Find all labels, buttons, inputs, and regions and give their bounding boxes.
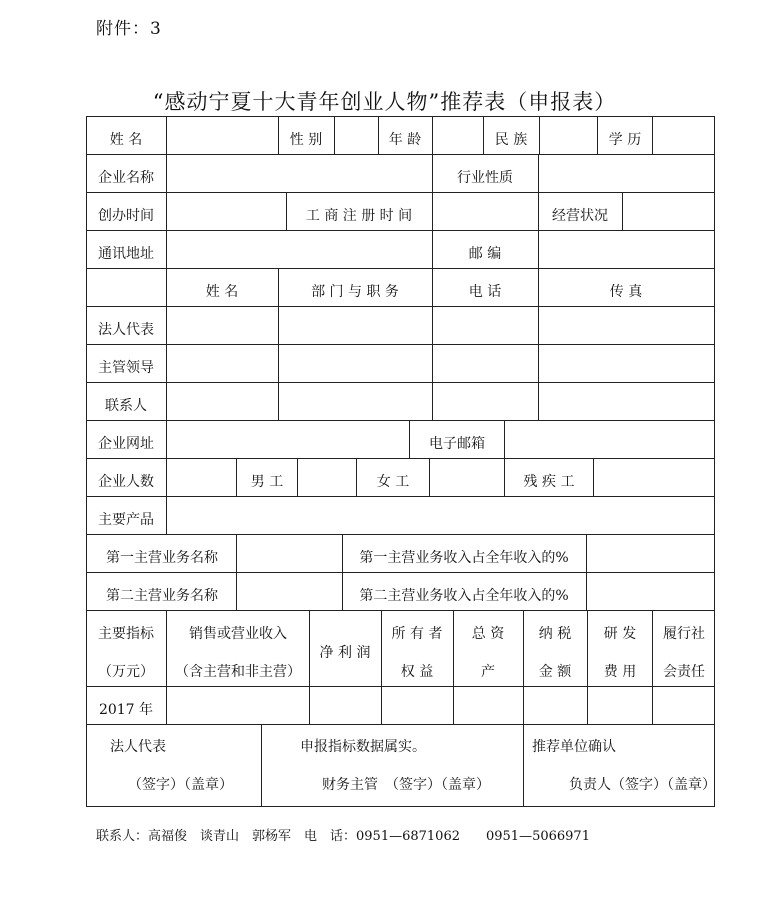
net-profit-2017-field[interactable] (310, 687, 381, 724)
label-key-indicators: 主要指标 (98, 626, 154, 642)
label-total-assets-bottom: 产 (481, 664, 495, 680)
label-operating-status: 经营状况 (552, 208, 608, 224)
label-unit-10k-yuan: （万元） (98, 664, 154, 680)
primary-business-2-field[interactable] (237, 573, 342, 610)
label-sign-legal-rep: 法人代表 (110, 739, 166, 755)
label-primary-business-2-share: 第二主营业务收入占全年收入的% (359, 588, 569, 604)
label-registration-date: 工 商 注 册 时 间 (305, 208, 413, 224)
label-disabled-workers: 残 疾 工 (523, 474, 575, 490)
footer-contacts (96, 825, 590, 844)
rd-2017-field[interactable] (588, 687, 652, 724)
label-year-2017: 2017 年 (98, 702, 154, 718)
owner-equity-2017-field[interactable] (382, 687, 453, 724)
label-rd-top: 研 发 (603, 626, 637, 642)
founded-date-field[interactable] (167, 193, 286, 230)
sales-revenue-2017-field[interactable] (167, 687, 309, 724)
label-founded-date: 创办时间 (98, 208, 154, 224)
primary-business-1-share-field[interactable] (587, 535, 714, 572)
tax-2017-field[interactable] (524, 687, 587, 724)
label-finance-manager-sign: 财务主管 （签字）（盖章） (322, 777, 490, 793)
label-ethnicity: 民 族 (494, 132, 528, 148)
label-industry: 行业性质 (457, 170, 513, 186)
main-products-field[interactable] (167, 497, 714, 534)
label-supervisor: 主管领导 (98, 360, 154, 376)
label-legal-representative: 法人代表 (98, 322, 154, 338)
label-male-workers: 男 工 (250, 474, 284, 490)
label-employee-count: 企业人数 (98, 474, 154, 490)
label-contact-person: 联系人 (105, 398, 147, 414)
label-female-workers: 女 工 (376, 474, 410, 490)
label-gender: 性 别 (289, 132, 323, 148)
name-field[interactable] (167, 117, 278, 154)
label-age: 年 龄 (388, 132, 422, 148)
label-owner-equity-bottom: 权 益 (400, 664, 434, 680)
employee-count-field[interactable] (167, 459, 236, 496)
label-social-responsibility-bottom: 会责任 (663, 664, 705, 680)
label-social-responsibility-top: 履行社 (663, 626, 705, 642)
header-phone: 电 话 (468, 284, 502, 300)
header-fax: 传 真 (609, 284, 643, 300)
header-dept-position: 部 门 与 职 务 (311, 284, 399, 300)
label-address: 通讯地址 (98, 246, 154, 262)
label-tax-bottom: 金 额 (538, 664, 572, 680)
label-sales-revenue: 销售或营业收入 (189, 626, 287, 642)
primary-business-1-field[interactable] (237, 535, 342, 572)
label-owner-equity-top: 所 有 者 (391, 626, 443, 642)
label-main-products: 主要产品 (98, 512, 154, 528)
address-field[interactable] (167, 231, 432, 268)
label-total-assets-top: 总 资 (471, 626, 505, 642)
label-email: 电子邮箱 (429, 436, 485, 452)
email-field[interactable] (505, 421, 714, 458)
contact-info: 联系人：高福俊 谈青山 郭杨军 电 话：0951—6871062 0951—5066971 (96, 829, 590, 844)
attachment-label: 附件：3 (96, 19, 162, 39)
education-field[interactable] (653, 117, 714, 154)
legal-rep-name-field[interactable] (167, 307, 278, 344)
registration-date-field[interactable] (433, 193, 538, 230)
label-company-name: 企业名称 (98, 170, 154, 186)
label-sales-revenue-note: （含主营和非主营） (175, 664, 301, 680)
company-name-field[interactable] (167, 155, 432, 192)
female-workers-field[interactable] (430, 459, 504, 496)
website-field[interactable] (167, 421, 409, 458)
primary-business-2-share-field[interactable] (587, 573, 714, 610)
industry-field[interactable] (539, 155, 714, 192)
label-responsible-person-sign: 负责人（签字）（盖章） (569, 777, 716, 793)
label-website: 企业网址 (98, 436, 154, 452)
social-responsibility-2017-field[interactable] (653, 687, 714, 724)
form-title: “感动宁夏十大青年创业人物”推荐表（申报表） (152, 90, 617, 114)
label-postcode: 邮 编 (468, 246, 502, 262)
label-net-profit: 净 利 润 (319, 645, 371, 661)
label-recommending-unit: 推荐单位确认 (532, 739, 616, 755)
postcode-field[interactable] (539, 231, 714, 268)
gender-field[interactable] (335, 117, 378, 154)
label-name: 姓 名 (109, 132, 143, 148)
label-primary-business-2: 第二主营业务名称 (106, 588, 218, 604)
label-data-declaration: 申报指标数据属实。 (300, 739, 426, 755)
ethnicity-field[interactable] (540, 117, 597, 154)
label-rd-bottom: 费 用 (603, 664, 637, 680)
label-primary-business-1-share: 第一主营业务收入占全年收入的% (359, 550, 569, 566)
label-education: 学 历 (608, 132, 642, 148)
label-primary-business-1: 第一主营业务名称 (106, 550, 218, 566)
operating-status-field[interactable] (623, 193, 714, 230)
supervisor-name-field[interactable] (167, 345, 278, 382)
disabled-workers-field[interactable] (594, 459, 714, 496)
male-workers-field[interactable] (298, 459, 356, 496)
label-tax-top: 纳 税 (538, 626, 572, 642)
application-form-table (86, 116, 715, 807)
header-name: 姓 名 (205, 284, 239, 300)
label-sign-legal-rep-stamp: （签字）（盖章） (128, 777, 233, 793)
age-field[interactable] (433, 117, 483, 154)
total-assets-2017-field[interactable] (454, 687, 523, 724)
contact-person-name-field[interactable] (167, 383, 278, 420)
